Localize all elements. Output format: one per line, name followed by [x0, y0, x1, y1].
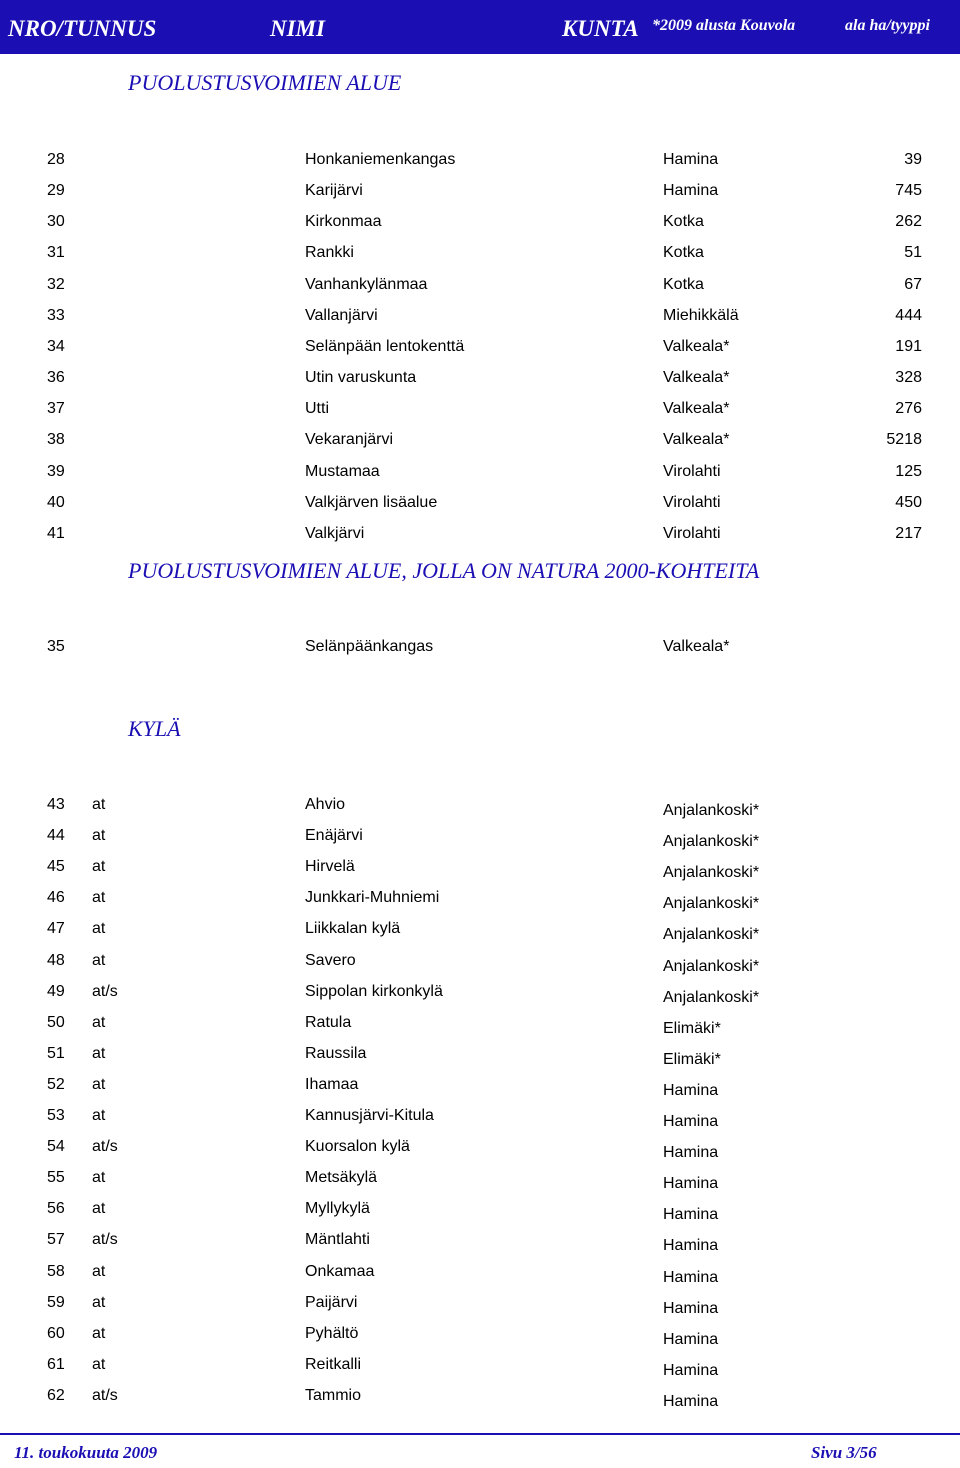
row-number: 37: [47, 400, 65, 418]
row-number: 45: [47, 858, 65, 876]
footer-date: 11. toukokuuta 2009: [14, 1443, 158, 1462]
row-municipality: Kotka: [663, 244, 704, 262]
table-row: [0, 463, 960, 485]
row-type: at: [92, 1355, 106, 1373]
row-municipality: Hamina: [663, 1206, 719, 1224]
table-row: [0, 983, 960, 1005]
row-area: 450: [895, 493, 922, 511]
row-number: 43: [47, 796, 65, 813]
section-title-kyla: KYLÄ: [128, 716, 181, 741]
table-row: [0, 525, 960, 547]
row-type: at: [92, 951, 106, 969]
row-number: 55: [47, 1169, 65, 1187]
row-type: at: [92, 1200, 106, 1218]
row-area: 39: [904, 151, 922, 168]
row-number: 30: [47, 213, 65, 231]
header-nimi: NIMI: [270, 16, 325, 41]
table-row: [0, 1045, 960, 1067]
row-name: Reitkalli: [305, 1355, 362, 1373]
row-name: Onkamaa: [305, 1262, 375, 1280]
row-name: Valkjärvi: [305, 524, 365, 542]
row-type: at: [92, 827, 106, 845]
table-row: [0, 369, 960, 391]
table-row: [0, 827, 960, 849]
row-municipality: Anjalankoski*: [663, 802, 760, 819]
row-type: at: [92, 1293, 106, 1311]
row-number: 44: [47, 827, 65, 845]
row-name: Honkaniemenkangas: [305, 151, 456, 168]
row-name: Valkjärven lisäalue: [305, 493, 438, 511]
section-title-natura: PUOLUSTUSVOIMIEN ALUE, JOLLA ON NATURA 2000-KOHTEITA: [128, 558, 760, 583]
table-row: [0, 638, 960, 660]
row-municipality: Anjalankoski*: [663, 833, 760, 851]
row-number: 39: [47, 462, 65, 480]
row-municipality: Kotka: [663, 275, 704, 293]
row-name: Selänpään lentokenttä: [305, 337, 465, 355]
row-name: Sippolan kirkonkylä: [305, 982, 443, 1000]
row-area: 217: [895, 524, 922, 542]
row-type: at/s: [92, 982, 118, 1000]
row-number: 36: [47, 369, 65, 387]
row-type: at: [92, 1013, 106, 1031]
row-municipality: Hamina: [663, 1081, 719, 1099]
row-number: 60: [47, 1324, 65, 1342]
row-number: 31: [47, 244, 65, 262]
row-number: 56: [47, 1200, 65, 1218]
row-municipality: Hamina: [663, 151, 719, 168]
row-number: 57: [47, 1231, 65, 1249]
row-name: Kannusjärvi-Kitula: [305, 1107, 434, 1124]
row-name: Raussila: [305, 1044, 367, 1062]
table-row: [0, 1200, 960, 1222]
row-type: at/s: [92, 1231, 118, 1249]
row-area: 5218: [886, 431, 922, 449]
row-area: 67: [904, 275, 922, 293]
table-row: [0, 151, 960, 173]
row-name: Hirvelä: [305, 858, 355, 876]
table-row: [0, 952, 960, 974]
table-row: [0, 1356, 960, 1378]
row-municipality: Hamina: [663, 1392, 719, 1410]
table-row: [0, 1107, 960, 1129]
row-municipality: Hamina: [663, 1144, 719, 1162]
row-municipality: Valkeala*: [663, 431, 730, 449]
row-name: Mäntlahti: [305, 1231, 370, 1249]
row-municipality: Anjalankoski*: [663, 864, 760, 882]
row-name: Myllykylä: [305, 1200, 370, 1218]
row-number: 58: [47, 1262, 65, 1280]
row-type: at/s: [92, 1138, 118, 1156]
row-municipality: Kotka: [663, 213, 704, 231]
row-municipality: Hamina: [663, 1361, 719, 1379]
row-number: 32: [47, 275, 65, 293]
footer-divider: [0, 1433, 960, 1435]
table-row: [0, 494, 960, 516]
row-municipality: Hamina: [663, 1113, 719, 1130]
row-area: 745: [895, 182, 922, 200]
row-type: at: [92, 1044, 106, 1062]
table-row: [0, 1169, 960, 1191]
row-area: 262: [895, 213, 922, 231]
row-municipality: Anjalankoski*: [663, 926, 760, 944]
row-name: Kuorsalon kylä: [305, 1138, 410, 1156]
row-name: Vallanjärvi: [305, 306, 378, 324]
row-municipality: Valkeala*: [663, 337, 730, 355]
row-name: Junkkari-Muhniemi: [305, 889, 440, 907]
row-name: Savero: [305, 951, 356, 969]
row-name: Kirkonmaa: [305, 213, 382, 231]
row-number: 48: [47, 951, 65, 969]
row-name: Vekaranjärvi: [305, 431, 394, 449]
table-row: [0, 1387, 960, 1409]
header-nro: NRO/TUNNUS: [8, 16, 157, 41]
row-municipality: Anjalankoski*: [663, 895, 760, 913]
table-row: [0, 182, 960, 204]
table-row: [0, 889, 960, 911]
row-number: 34: [47, 337, 65, 355]
row-number: 40: [47, 493, 65, 511]
table-row: [0, 858, 960, 880]
row-type: at: [92, 1324, 106, 1342]
table-row: [0, 431, 960, 453]
row-number: 35: [47, 638, 65, 655]
table-row: [0, 244, 960, 266]
row-municipality: Virolahti: [663, 493, 721, 511]
row-number: 33: [47, 306, 65, 324]
table-row: [0, 1263, 960, 1285]
row-number: 29: [47, 182, 65, 200]
row-area: 328: [895, 369, 922, 387]
row-area: 276: [895, 400, 922, 418]
table-row: [0, 1076, 960, 1098]
row-name: Utti: [305, 400, 329, 418]
row-municipality: Elimäki*: [663, 1050, 721, 1068]
table-row: [0, 920, 960, 942]
row-number: 52: [47, 1075, 65, 1093]
row-number: 59: [47, 1293, 65, 1311]
row-number: 38: [47, 431, 65, 449]
row-name: Ihamaa: [305, 1075, 359, 1093]
row-type: at: [92, 920, 106, 938]
row-number: 54: [47, 1138, 65, 1156]
table-row: [0, 307, 960, 329]
table-row: [0, 400, 960, 422]
section-title-puolustus: PUOLUSTUSVOIMIEN ALUE: [128, 70, 402, 95]
row-name: Liikkalan kylä: [305, 920, 401, 938]
row-name: Vanhankylänmaa: [305, 275, 428, 293]
row-area: 444: [895, 306, 922, 324]
row-name: Pyhältö: [305, 1324, 359, 1342]
row-municipality: Hamina: [663, 182, 719, 200]
row-type: at: [92, 1169, 106, 1187]
footer-page-number: Sivu 3/56: [811, 1443, 877, 1462]
row-type: at: [92, 858, 106, 876]
row-municipality: Hamina: [663, 1330, 719, 1348]
row-name: Rankki: [305, 244, 354, 262]
header-ala: ala ha/tyyppi: [845, 17, 930, 34]
table-row: [0, 213, 960, 235]
row-number: 53: [47, 1107, 65, 1124]
row-name: Tammio: [305, 1386, 362, 1404]
table-row: [0, 1138, 960, 1160]
row-municipality: Valkeala*: [663, 400, 730, 418]
table-row: [0, 1294, 960, 1316]
row-number: 49: [47, 982, 65, 1000]
row-municipality: Valkeala*: [663, 369, 730, 387]
row-name: Karijärvi: [305, 182, 363, 200]
row-type: at/s: [92, 1386, 118, 1404]
row-municipality: Virolahti: [663, 524, 721, 542]
row-type: at: [92, 1262, 106, 1280]
row-type: at: [92, 1107, 106, 1124]
row-area: 125: [895, 462, 922, 480]
row-municipality: Miehikkälä: [663, 306, 739, 324]
page-footer: [0, 1433, 960, 1468]
row-type: at: [92, 1075, 106, 1093]
row-municipality: Anjalankoski*: [663, 957, 760, 975]
row-name: Ratula: [305, 1013, 352, 1031]
row-name: Metsäkylä: [305, 1169, 378, 1187]
row-area: 51: [904, 244, 922, 262]
row-municipality: Hamina: [663, 1237, 719, 1255]
row-number: 61: [47, 1355, 65, 1373]
row-municipality: Hamina: [663, 1299, 719, 1317]
row-name: Enäjärvi: [305, 827, 363, 845]
table-row: [0, 1231, 960, 1253]
row-number: 50: [47, 1013, 65, 1031]
table-row: [0, 338, 960, 360]
row-municipality: Hamina: [663, 1175, 719, 1193]
row-name: Utin varuskunta: [305, 369, 417, 387]
row-name: Paijärvi: [305, 1293, 358, 1311]
header-kunta: KUNTA: [562, 16, 639, 41]
row-area: 191: [895, 337, 922, 355]
row-type: at: [92, 796, 106, 813]
table-row: [0, 796, 960, 818]
row-name: Ahvio: [305, 796, 346, 813]
table-row: [0, 1325, 960, 1347]
row-municipality: Virolahti: [663, 462, 721, 480]
row-municipality: Valkeala*: [663, 638, 730, 655]
row-name: Mustamaa: [305, 462, 380, 480]
row-municipality: Anjalankoski*: [663, 988, 760, 1006]
row-municipality: Elimäki*: [663, 1019, 721, 1037]
row-municipality: Hamina: [663, 1268, 719, 1286]
row-name: Selänpäänkangas: [305, 638, 434, 655]
table-row: [0, 1014, 960, 1036]
row-number: 47: [47, 920, 65, 938]
row-number: 41: [47, 524, 65, 542]
row-number: 62: [47, 1386, 65, 1404]
table-row: [0, 276, 960, 298]
header-note: *2009 alusta Kouvola: [652, 17, 796, 34]
row-number: 28: [47, 151, 65, 168]
row-type: at: [92, 889, 106, 907]
table-header: [0, 0, 960, 54]
row-number: 51: [47, 1044, 65, 1062]
row-number: 46: [47, 889, 65, 907]
